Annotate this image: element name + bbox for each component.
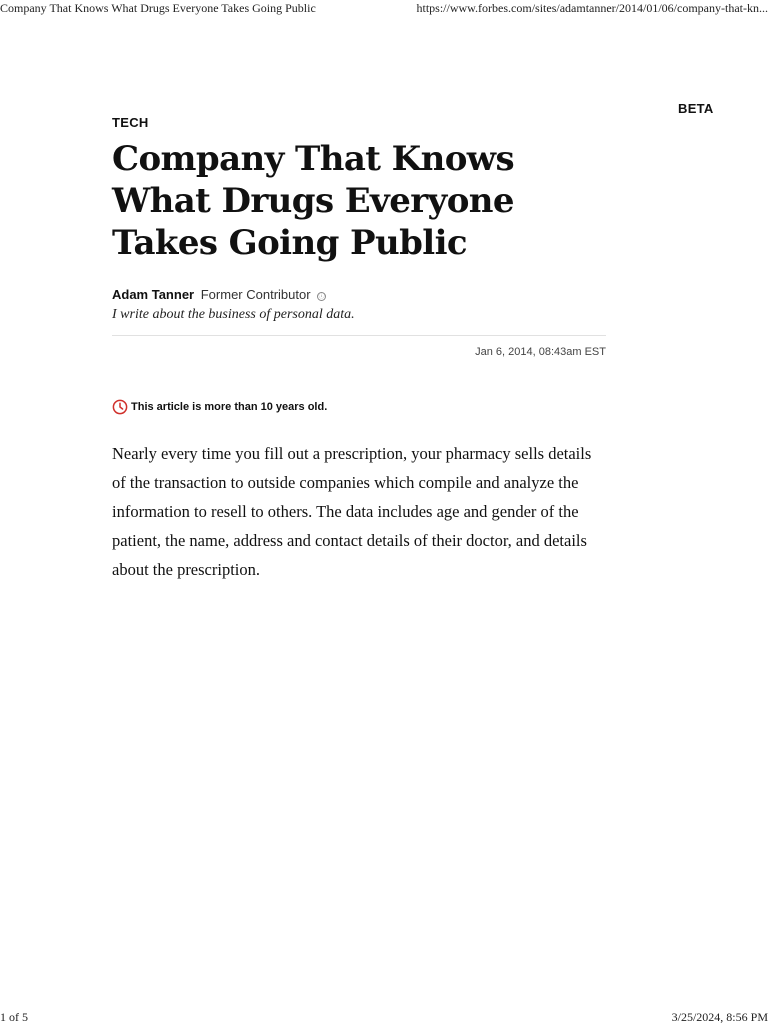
beta-badge: BETA	[678, 101, 714, 116]
publish-date: Jan 6, 2014, 08:43am EST	[475, 346, 606, 358]
byline-divider	[112, 335, 606, 336]
byline	[112, 287, 326, 302]
print-header-title: Company That Knows What Drugs Everyone Takes Going Public	[0, 1, 316, 16]
article-headline: Company That Knows What Drugs Everyone Takes Going Public	[112, 138, 612, 264]
article-body-paragraph: Nearly every time you fill out a prescription, your pharmacy sells details of the transaction to outside companies which compile and analyze the information to resell to others. The data includes age and gender of the patient, the name, address and contact details of their doctor, and details about the prescription.	[112, 439, 606, 584]
author-name[interactable]: Adam Tanner	[112, 287, 194, 302]
age-notice-text: This article is more than 10 years old.	[131, 401, 327, 413]
print-header-url: https://www.forbes.com/sites/adamtanner/2014/01/06/company-that-kn...	[417, 1, 768, 16]
print-footer-datetime: 3/25/2024, 8:56 PM	[672, 1010, 768, 1025]
section-label[interactable]: TECH	[112, 115, 149, 130]
article-age-notice	[112, 399, 327, 415]
print-footer-page: 1 of 5	[0, 1010, 28, 1025]
info-icon[interactable]: ⓘ	[317, 292, 326, 301]
clock-icon	[112, 399, 128, 415]
author-role: Former Contributor	[201, 287, 311, 302]
author-tagline: I write about the business of personal data.	[112, 307, 355, 323]
